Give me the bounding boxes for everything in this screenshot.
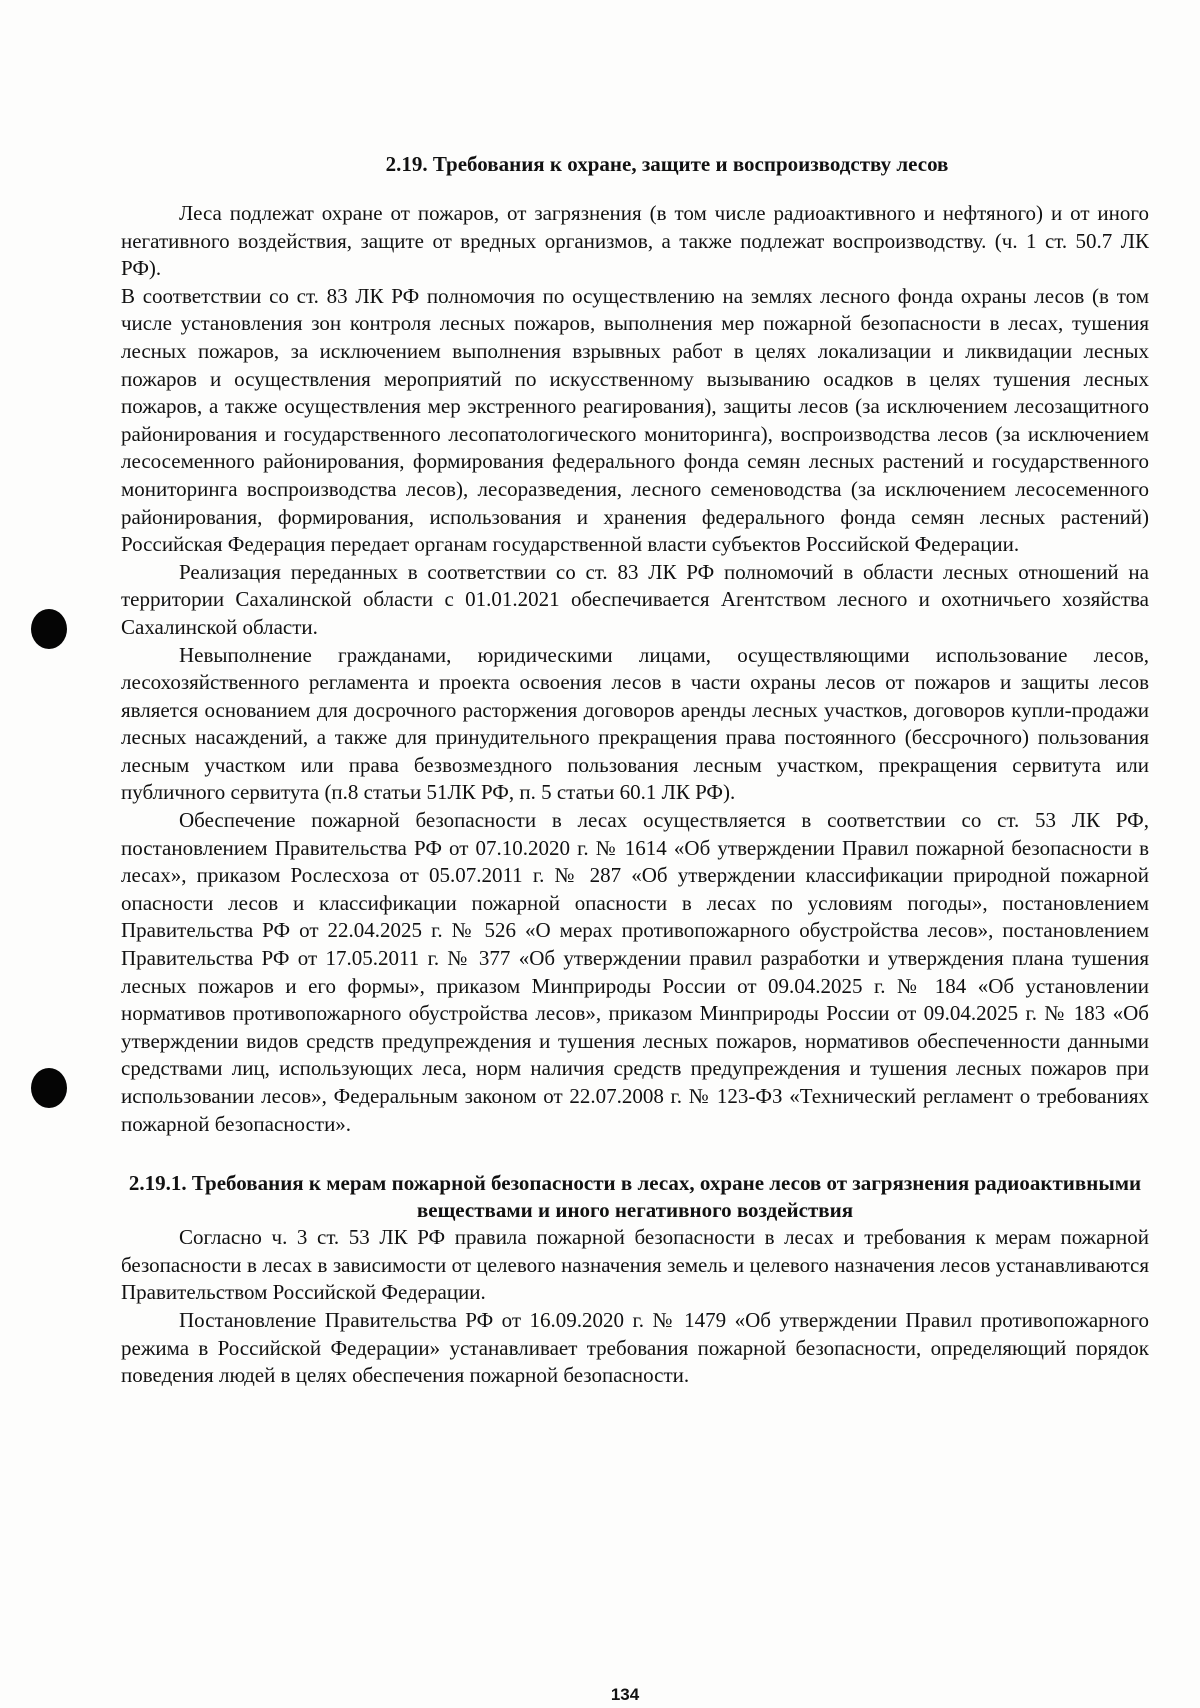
binder-hole-mark xyxy=(31,1068,67,1108)
page-content xyxy=(121,150,1149,1390)
body-paragraph: Обеспечение пожарной безопасности в лесах осуществляется в соответствии со ст. 53 ЛК РФ, постановлением Правительства РФ от 07.10.2020 г. № 1614 «Об утверждении Правил пожарной безопасности в лесах», приказом Рослесхоза от 05.07.2011 г. № 287 «Об утверждении классификации природной пожарной опасности лесов и классификации пожарной опасности в лесах по условиям погоды», постановлением Правительства РФ от 22.04.2025 г. № 526 «О мерах противопожарного обустройства лесов», постановлением Правительства РФ от 17.05.2011 г. № 377 «Об утверждении правил разработки и утверждения плана тушения лесных пожаров и его формы», приказом Минприроды России от 09.04.2025 г. № 184 «Об установлении нормативов противопожарного обустройства лесов», приказом Минприроды России от 09.04.2025 г. № 183 «Об утверждении видов средств предупреждения и тушения лесных пожаров, нормативов обеспеченности данными средствами лиц, использующих леса, норм наличия средств предупреждения и тушения лесных пожаров при использовании лесов», Федеральным законом от 22.07.2008 г. № 123-ФЗ «Технический регламент о требованиях пожарной безопасности». xyxy=(121,808,1149,1136)
body-paragraph: Согласно ч. 3 ст. 53 ЛК РФ правила пожарной безопасности в лесах и требования к мерам пожарной безопасности в лесах в зависимости от целевого назначения земель и целевого назначения лесов устанавливаются Правительством Российской Федерации. xyxy=(121,1225,1149,1305)
subsection-title: 2.19.1. Требования к мерам пожарной безопасности в лесах, охране лесов от загрязнения радиоактивными веществами и иного негативного воздействия xyxy=(128,1171,1142,1223)
body-paragraph: В соответствии со ст. 83 ЛК РФ полномочия по осуществлению на землях лесного фонда охраны лесов (в том числе установления зон контроля лесных пожаров, выполнения мер пожарной безопасности в лесах, тушения лесных пожаров, за исключением выполнения взрывных работ в целях локализации и ликвидации лесных пожаров и осуществления мероприятий по искусственному вызыванию осадков в целях тушения лесных пожаров, а также осуществления мер экстренного реагирования), защиты лесов (за исключением лесозащитного районирования и государственного лесопатологического мониторинга), воспроизводства лесов (за исключением лесосеменного районирования, формирования федерального фонда семян лесных растений и государственного мониторинга воспроизводства лесов), лесоразведения, лесного семеноводства (за исключением лесосеменного районирования, формирования, использования и хранения федерального фонда семян лесных растений) Российская Федерация передает органам государственной власти субъектов Российской Федерации. xyxy=(121,283,1149,557)
page-number: 134 xyxy=(610,1685,640,1704)
body-paragraph: Леса подлежат охране от пожаров, от загрязнения (в том числе радиоактивного и нефтяного) и от иного негативного воздействия, защите от вредных организмов, а также подлежат воспроизводству. (ч. 1 ст. 50.7 ЛК РФ). xyxy=(121,201,1149,281)
body-paragraph: Постановление Правительства РФ от 16.09.2020 г. № 1479 «Об утверждении Правил противопожарного режима в Российской Федерации» устанавливает требования пожарной безопасности, определяющий порядок поведения людей в целях обеспечения пожарной безопасности. xyxy=(121,1307,1149,1388)
body-paragraph: Реализация переданных в соответствии со ст. 83 ЛК РФ полномочий в области лесных отношений на территории Сахалинской области с 01.01.2021 обеспечивается Агентством лесного и охотничьего хозяйства Сахалинской области. xyxy=(121,559,1149,639)
section-title: 2.19. Требования к охране, защите и воспроизводству лесов xyxy=(385,152,949,176)
body-paragraph: Невыполнение гражданами, юридическими лицами, осуществляющими использование лесов, лесохозяйственного регламента и проекта освоения лесов в части охраны лесов от пожаров и защиты лесов является основанием для досрочного расторжения договоров аренды лесных участков, договоров купли-продажи лесных насаждений, а также для принудительного прекращения права постоянного (бессрочного) пользования лесным участком или права безвозмездного пользования лесным участком, прекращения сервитута или публичного сервитута (п.8 статьи 51ЛК РФ, п. 5 статьи 60.1 ЛК РФ). xyxy=(121,642,1149,805)
binder-hole-mark xyxy=(31,609,67,649)
